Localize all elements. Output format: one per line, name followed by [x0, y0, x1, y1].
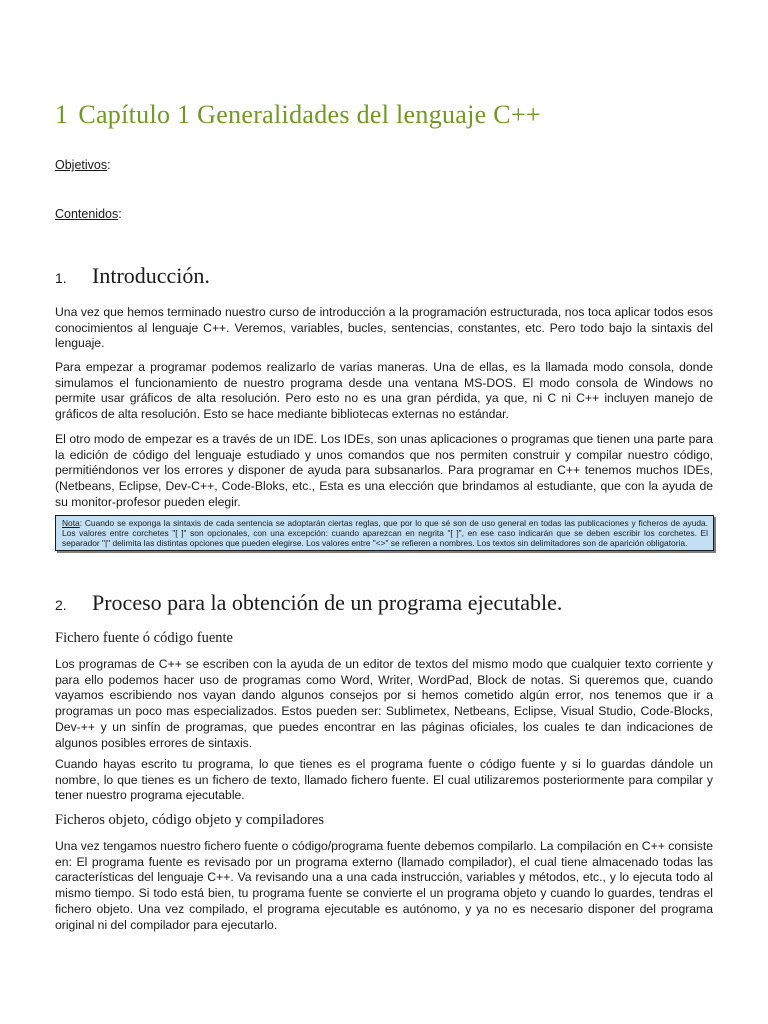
objetivos-colon: :: [107, 158, 111, 172]
paragraph: Una vez tengamos nuestro fichero fuente o código/programa fuente debemos compilarlo. La compilación en C++ consiste en: El programa fuente es revisado por un programa externo (llamado compilador), el cual tiene almacenado todas las características del lenguaje C++. Va revisando una a una cada instrucción, variables y métodos, etc., y lo ejecuta todo al mismo tiempo. Si todo está bien, tu programa fuente se convierte el un programa objeto y cuando lo guardes, tendras el fichero objeto. Una vez compilado, el programa ejecutable es autónomo, y ya no es necesario disponer del programa original ni del compilador para ejecutarlo.: [55, 839, 713, 932]
contenidos-label: Contenidos: [55, 207, 119, 221]
paragraph: Para empezar a programar podemos realizarlo de varias maneras. Una de ellas, es la llamada modo consola, donde simulamos el funcionamiento de nuestro programa desde una ventana MS-DOS. El modo consola de Windows no permite usar gráficos de alta resolución. Pero esto no es una gran pérdida, ya que, ni C ni C++ incluyen manejo de gráficos de alta resolución. Esto se hace mediante bibliotecas externas no estándar.: [55, 360, 713, 422]
subsection-heading-ficheros-objeto: Ficheros objeto, código objeto y compiladores: [55, 812, 325, 828]
paragraph: El otro modo de empezar es a través de un IDE. Los IDEs, son unas aplicaciones o programas que tienen una parte para la edición de código del lenguaje estudiado y unos comandos que nos permiten construir y compilar nuestro código, permitiéndonos ver los errores y disponer de ayuda para subsanarlos. Para programar en C++ tenemos muchos IDEs, (Netbeans, Eclipse, Dev-C++, Code-Bloks, etc., Esta es una elección que brindamos al estudiante, que con la ayuda de su monitor-profesor pueden elegir.: [55, 432, 713, 509]
section-heading-proceso: [55, 589, 562, 617]
section-title: Introducción.: [92, 263, 210, 288]
chapter-number: 1: [55, 100, 69, 129]
chapter-title: [55, 100, 541, 130]
chapter-title-text: Capítulo 1 Generalidades del lenguaje C++: [78, 100, 541, 129]
note-text: : Cuando se exponga la sintaxis de cada sentencia se adoptarán ciertas reglas, que por lo que sé son de uso general en todas las publicaciones y ficheros de ayuda. Los valores entre corchetes "[ ]" son opcionales, con una excepción: cuando aparezcan en negrita "[ ]", en ese caso indicarán que se deben escribir los corchetes. El separador "|" delimita las distintas opciones que pueden elegirse. Los valores entre "<>" se refieren a nombres. Los textos sin delimitadores son de aparición obligatoria.: [62, 518, 708, 548]
paragraph: Los programas de C++ se escriben con la ayuda de un editor de textos del mismo modo que cualquier texto corriente y para ello podemos hacer uso de programas como Word, Writer, WordPad, Block de notas. Si queremos que, cuando vayamos escribiendo nos vayan dando algunos consejos por si hemos cometido algún error, nos tenemos que ir a programas un poco mas especializados. Estos pueden ser: Sublimetex, Netbeans, Eclipse, Visual Studio, Code-Blocks, Dev-++ y un sinfín de programas, que puedes encontrar en las páginas oficiales, los cuales te dan indicaciones de algunos posibles errores de sintaxis.: [55, 657, 713, 750]
note-label: Nota: [62, 518, 80, 528]
contenidos-line: [55, 207, 122, 221]
subsection-heading-fichero-fuente: Fichero fuente ó código fuente: [55, 630, 233, 646]
section-heading-introduccion: [55, 262, 210, 290]
section-number: 1.: [55, 270, 67, 286]
paragraph: Una vez que hemos terminado nuestro curso de introducción a la programación estructurada, nos toca aplicar todos esos conocimientos al lenguaje C++. Veremos, variables, bucles, sentencias, constantes, etc. Pero todo bajo la sintaxis del lenguaje.: [55, 305, 713, 351]
objetivos-line: [55, 158, 111, 172]
note-box: [55, 515, 714, 551]
section-title: Proceso para la obtención de un programa ejecutable.: [92, 590, 563, 615]
objetivos-label: Objetivos: [55, 158, 108, 172]
paragraph: Cuando hayas escrito tu programa, lo que tienes es el programa fuente o código fuente y si lo guardas dándole un nombre, lo que tienes es un fichero de texto, llamado fichero fuente. El cual utilizaremos posteriormente para compilar y tener nuestro programa ejecutable.: [55, 757, 713, 803]
section-number: 2.: [55, 597, 67, 613]
contenidos-colon: :: [118, 207, 122, 221]
